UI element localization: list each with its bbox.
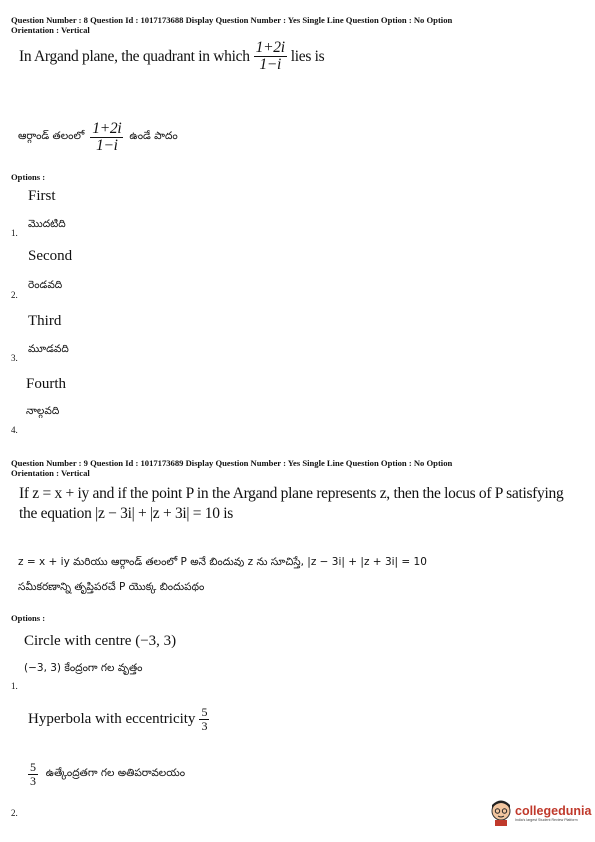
q9-meta-line1: Question Number : 9 Question Id : 1017173689 Display Question Number : Yes Single Line Question Option : No Option [11, 458, 453, 468]
q9-meta-line2: Orientation : Vertical [11, 468, 90, 478]
q8-option-1-telugu[interactable]: మొదటిది [28, 218, 66, 230]
q9-option-2-fraction-denominator: 3 [201, 718, 208, 733]
q8-fraction-denominator: 1−i [259, 56, 281, 74]
q8-option-3-telugu[interactable]: మూడవది [28, 343, 69, 355]
q8-telugu-fraction-denominator: 1−i [96, 137, 118, 155]
q9-option-2-fraction-numerator: 5 [201, 705, 208, 719]
q9-option-2-telugu-row[interactable] [28, 761, 185, 787]
logo-tagline: India's largest Student Review Platform [515, 818, 578, 822]
q8-question-tail: lies is [290, 47, 325, 65]
q9-question-line2: the equation |z − 3i| + |z + 3i| = 10 is [19, 505, 234, 522]
q8-telugu-text: ఆర్గాండ్ తలంలో [18, 130, 85, 143]
q9-option-2-telugu: ఉత్కేంద్రతగా గల అతిపరావలయం [45, 766, 186, 779]
q8-option-4-text[interactable]: Fourth [26, 376, 67, 392]
q8-option-2-number: 2. [11, 290, 18, 300]
q9-option-2-number: 2. [11, 808, 18, 818]
q8-option-4-telugu[interactable]: నాల్గవది [26, 405, 60, 417]
mascot-icon [490, 800, 512, 826]
q8-options-label: Options : [11, 172, 46, 182]
q9-options-label: Options : [11, 613, 46, 623]
q9-option-2-telugu-fraction-denominator: 3 [30, 773, 36, 788]
q9-option-1-text[interactable]: Circle with centre (−3, 3) [24, 633, 177, 649]
q8-question [19, 40, 324, 74]
q8-fraction-numerator: 1+2i [255, 39, 285, 56]
q8-option-3-number: 3. [11, 353, 18, 363]
q9-option-2-telugu-fraction-numerator: 5 [30, 760, 36, 774]
q9-option-1-telugu[interactable]: (−3, 3) కేంద్రంగా గల వృత్తం [24, 662, 143, 674]
q9-option-1-number: 1. [11, 681, 18, 691]
q8-meta-line1: Question Number : 8 Question Id : 1017173688 Display Question Number : Yes Single Line Question Option : No Option [11, 15, 453, 25]
q8-option-3-text[interactable]: Third [28, 313, 62, 329]
q9-option-2[interactable] [28, 706, 209, 732]
q8-option-2-text[interactable]: Second [28, 248, 73, 264]
q9-option-2-telugu-fraction [28, 761, 38, 787]
q8-option-4-number: 4. [11, 425, 18, 435]
q8-telugu-fraction-numerator: 1+2i [92, 120, 122, 137]
q9-telugu-line2: సమీకరణాన్ని తృప్తిపరచే P యొక్క బిందుపథం [18, 581, 205, 593]
q8-question-text: In Argand plane, the quadrant in which [19, 47, 250, 65]
q9-option-2-text: Hyperbola with eccentricity [28, 710, 196, 727]
q8-fraction [254, 40, 287, 74]
logo-name: collegedunia [515, 804, 592, 818]
q9-telugu-line1: z = x + iy మరియు ఆర్గాండ్ తలంలో P అనే బిందువు z ను సూచిస్తే, |z − 3i| + |z + 3i| = 10 [18, 556, 427, 568]
q8-option-1-text[interactable]: First [28, 188, 56, 204]
q8-meta-line2: Orientation : Vertical [11, 25, 90, 35]
q8-option-1-number: 1. [11, 228, 18, 238]
q8-option-2-telugu[interactable]: రెండవది [28, 279, 63, 291]
q8-telugu-fraction [90, 121, 123, 155]
q8-telugu-tail: ఉండే పాదం [129, 130, 178, 143]
q9-question-line1: If z = x + iy and if the point P in the Argand plane represents z, then the locus of P satisfying [19, 485, 564, 502]
q8-telugu-question [18, 121, 178, 155]
q9-option-2-fraction [199, 706, 209, 732]
collegedunia-logo [490, 800, 591, 826]
